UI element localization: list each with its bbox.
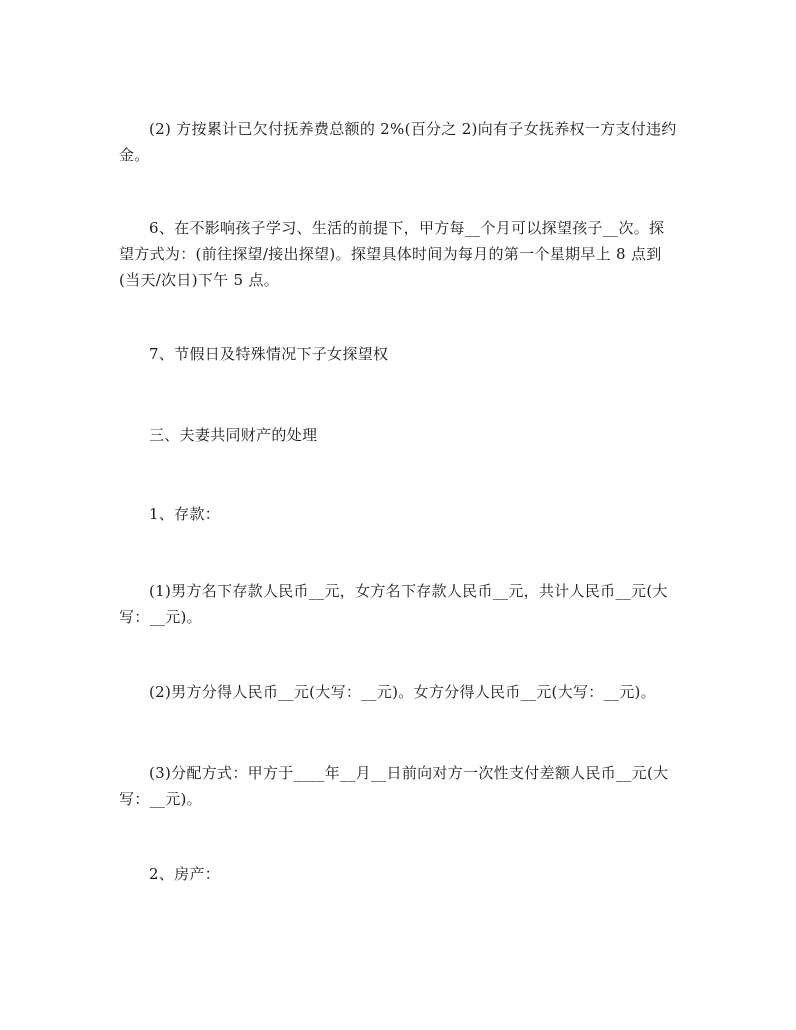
paragraph-holiday-visitation bbox=[119, 341, 689, 367]
paragraph-line: (1)男方名下存款人民币__元，女方名下存款人民币__元，共计人民币__元(大 bbox=[149, 582, 668, 600]
paragraph-line: 写：__元)。 bbox=[119, 790, 202, 808]
paragraph-line: 写：__元)。 bbox=[119, 608, 202, 626]
section-heading-joint-property bbox=[119, 422, 689, 448]
paragraph-line: 1、存款： bbox=[149, 505, 221, 523]
paragraph-penalty bbox=[119, 116, 689, 168]
paragraph-payment-method bbox=[119, 760, 689, 812]
paragraph-line: 7、节假日及特殊情况下子女探望权 bbox=[149, 345, 389, 363]
paragraph-line: (2) 方按累计已欠付抚养费总额的 2%(百分之 2)向有子女抚养权一方支付违约 bbox=[149, 120, 677, 138]
paragraph-line: 三、夫妻共同财产的处理 bbox=[149, 426, 318, 444]
paragraph-deposit-split bbox=[119, 679, 689, 705]
paragraph-line: (2)男方分得人民币__元(大写：__元)。女方分得人民币__元(大写：__元)。 bbox=[149, 683, 656, 701]
subheading-deposits bbox=[119, 501, 689, 527]
subheading-real-estate bbox=[119, 861, 689, 887]
paragraph-line: 金。 bbox=[119, 146, 150, 164]
paragraph-line: 2、房产： bbox=[149, 865, 221, 883]
paragraph-line: (3)分配方式：甲方于____年__月__日前向对方一次性支付差额人民币__元(大 bbox=[149, 764, 669, 782]
paragraph-line: 6、在不影响孩子学习、生活的前提下，甲方每__个月可以探望孩子__次。探 bbox=[149, 219, 665, 237]
paragraph-line: (当天/次日)下午 5 点。 bbox=[119, 271, 280, 289]
paragraph-line: 望方式为：(前往探望/接出探望)。探望具体时间为每月的第一个星期早上 8 点到 bbox=[119, 245, 662, 263]
paragraph-visitation-rights bbox=[119, 215, 689, 293]
paragraph-deposit-amounts bbox=[119, 578, 689, 630]
